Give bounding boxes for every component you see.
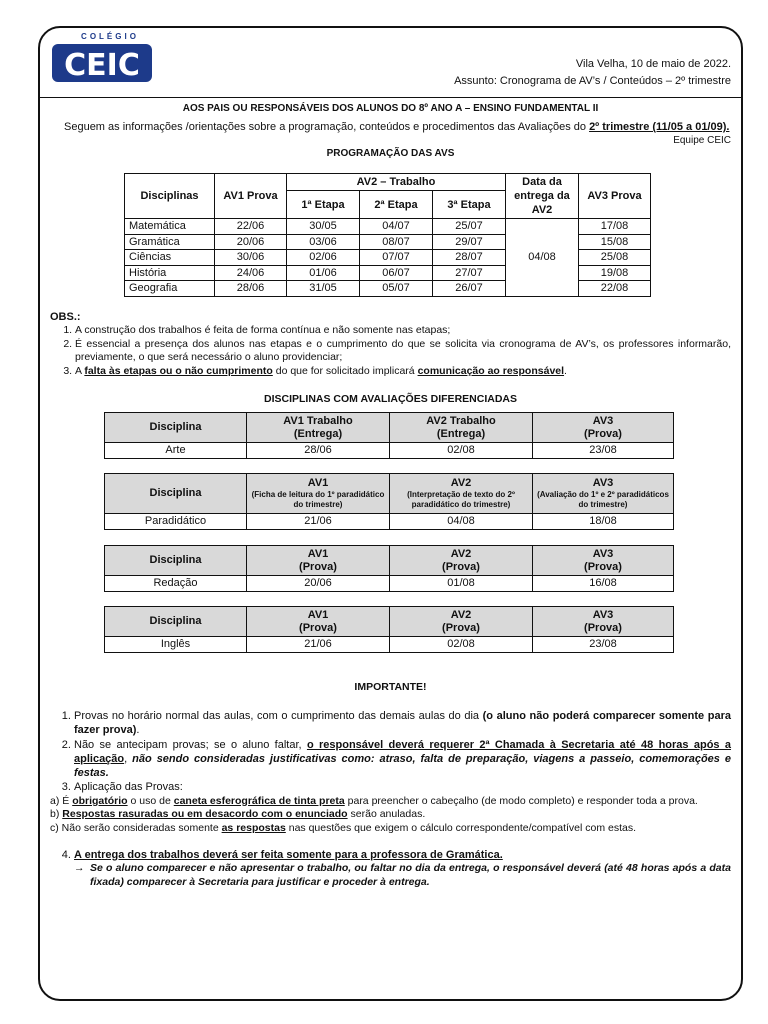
important-text: o uso de [127,794,174,807]
content [40,98,741,889]
th-av2-label: AV2 [450,547,472,560]
cell-etapa2: 06/07 [360,265,433,281]
important-item [74,738,731,781]
signature: Equipe CEIC [673,135,731,147]
th-av3 [533,413,674,443]
important-text-bold: A entrega dos trabalhos deverá ser feita somente para a professora de Gramática. [74,848,503,861]
important-text-bold: Respostas rasuradas ou em desacordo com o enunciado [62,808,348,821]
th-etapa2: 2ª Etapa [360,191,433,219]
cell-av3: 15/08 [579,234,651,250]
th-av3 [533,607,674,637]
arrow-icon: → [74,861,85,874]
cell-entrega-date: 04/08 [506,219,579,297]
th-av2-sub: (Entrega) [436,427,486,440]
th-av3-sub: (Avaliação do 1º e 2º paradidáticos do trimestre) [537,490,669,510]
obs-title: OBS.: [50,310,81,323]
logo-small-text: COLÉGIO [81,32,139,41]
cell-av3: 25/08 [579,250,651,266]
th-av3 [533,474,674,514]
th-av1 [247,474,390,514]
paradidatico-table [104,473,674,530]
important-note-text: Se o aluno comparecer e não apresentar o trabalho, ou faltar no dia da entrega, o responsável deverá (até 48 horas após a data fixada) comparecer à Secretaria para justificar e proceder à entrega. [90,861,731,888]
cell-av2: 01/08 [390,576,533,592]
obs-text-emphasis: comunicação ao responsável [417,365,565,378]
cell-av3: 19/08 [579,265,651,281]
th-etapa3: 3ª Etapa [433,191,506,219]
cell-subject: História [125,265,215,281]
date-line: Vila Velha, 10 de maio de 2022. [575,58,731,70]
important-text-bold: caneta esferográfica de tinta preta [173,794,345,807]
th-av2-label: AV2 [450,608,472,621]
important-text: , [124,752,133,765]
th-av3-sub: (Prova) [584,427,622,440]
cell-subject: Redação [105,576,247,592]
th-disciplina: Disciplina [105,546,247,576]
table-row [105,576,674,592]
cell-etapa2: 07/07 [360,250,433,266]
intro-text [50,120,731,134]
important-item [74,709,731,738]
important-item [74,848,731,890]
cell-av3: 22/08 [579,281,651,297]
th-av2-sub: (Interpretação de texto do 2º paradidático do trimestre) [407,490,515,510]
cell-av3: 23/08 [533,637,674,653]
intro-text-period: 2º trimestre (11/05 a 01/09). [589,121,730,133]
obs-list [75,324,731,379]
school-logo [52,32,152,94]
cell-av3: 18/08 [533,514,674,530]
cell-av1: 30/06 [215,250,287,266]
important-list [50,709,732,889]
table-row [105,514,674,530]
th-av1-sub: (Entrega) [293,427,343,440]
obs-item [75,365,731,379]
th-av3-sub: (Prova) [584,621,622,634]
th-av2-sub: (Prova) [442,621,480,634]
cell-subject: Matemática [125,219,215,235]
important-text-bold: as respostas [221,822,286,834]
cell-etapa3: 29/07 [433,234,506,250]
cell-av2: 02/08 [390,443,533,459]
ceic-logo-mark [52,42,152,84]
th-disciplina: Disciplina [105,607,247,637]
important-note [74,862,731,889]
table-row [125,219,651,235]
subject-line: Assunto: Cronograma de AV’s / Conteúdos – 2º trimestre [454,75,731,87]
th-av3 [533,546,674,576]
th-av1-label: AV1 [307,608,329,621]
th-disciplina: Disciplina [105,474,247,514]
important-text: a) É [50,794,73,807]
cell-etapa3: 26/07 [433,281,506,297]
important-text: Não se antecipam provas; se o aluno faltar, [74,738,307,751]
important-item [50,780,731,835]
document-page [38,26,743,1001]
cell-etapa2: 05/07 [360,281,433,297]
cell-av1: 20/06 [215,234,287,250]
schedule-title: PROGRAMAÇÃO DAS AVS [326,148,455,160]
th-av1 [247,546,390,576]
cell-av3: 16/08 [533,576,674,592]
cell-etapa3: 27/07 [433,265,506,281]
th-av3-label: AV3 [592,608,614,621]
cell-av1: 28/06 [215,281,287,297]
cell-etapa1: 03/06 [287,234,360,250]
th-disciplina: Disciplina [105,413,247,443]
th-disciplinas: Disciplinas [125,174,215,219]
important-sublist [50,795,731,836]
cell-etapa1: 30/05 [287,219,360,235]
th-av2 [390,607,533,637]
cell-av1: 22/06 [215,219,287,235]
cell-av1: 21/06 [247,514,390,530]
cell-subject: Gramática [125,234,215,250]
th-av2: AV2 – Trabalho [287,174,506,191]
th-av3-label: AV3 [592,477,614,490]
cell-av1: 24/06 [215,265,287,281]
important-text-bold: (o aluno não poderá comparecer somente para fazer prova) [74,709,731,737]
important-text: serão anuladas. [347,808,426,821]
header-info [454,56,731,90]
cell-av3: 17/08 [579,219,651,235]
cell-av2: 04/08 [390,514,533,530]
important-text-italic: não sendo consideradas justificativas como: atraso, falta de preparação, viagens a passeio, comemorações e festas. [74,752,731,780]
important-text: . [136,724,140,737]
important-subitem [50,822,731,836]
th-av2 [390,413,533,443]
obs-text: do que for solicitado implicará [272,365,418,378]
obs-text: . [564,365,567,378]
th-av2 [390,546,533,576]
intro-title: AOS PAIS OU RESPONSÁVEIS DOS ALUNOS DO 8º ANO A – ENSINO FUNDAMENTAL II [182,103,599,114]
redacao-table [104,545,674,592]
important-text: c) Não serão consideradas somente [50,822,222,834]
important-text: Provas no horário normal das aulas, com o cumprimento das demais aulas do dia [74,709,483,722]
cell-etapa1: 02/06 [287,250,360,266]
obs-item: 1. A construção dos trabalhos é feita de forma contínua e não somente nas etapas; [75,324,731,338]
important-text: b) [50,808,63,821]
schedule-table [124,173,651,297]
obs-item: 2. É essencial a presença dos alunos nas etapas e o cumprimento do que se solicita via cronograma de AV’s, os professores informarão, previamente, o que será necessário o aluno providenciar; [75,338,731,365]
important-subitem [50,808,731,822]
obs-text: A [75,365,85,378]
diff-title: DISCIPLINAS COM AVALIAÇÕES DIFERENCIADAS [264,392,517,405]
th-av2 [390,474,533,514]
th-av1 [247,607,390,637]
cell-av2: 02/08 [390,637,533,653]
cell-av1: 21/06 [247,637,390,653]
th-av2-label: AV2 [450,477,472,490]
th-av3-label: AV3 [592,414,614,427]
arte-table [104,412,674,459]
cell-etapa2: 04/07 [360,219,433,235]
important-text: Aplicação das Provas: [74,781,183,794]
important-text: nas questões que exigem o cálculo correspondente/compatível com estas. [285,822,637,834]
important-text-bold: o responsável deverá requerer 2ª Chamada à Secretaria até 48 horas após a aplicação [74,738,732,765]
cell-av3: 23/08 [533,443,674,459]
th-av3-label: AV3 [592,547,614,560]
intro-text-main: Seguem as informações /orientações sobre a programação, conteúdos e procedimentos das Avaliações do [64,121,590,133]
cell-etapa1: 31/05 [287,281,360,297]
cell-subject: Paradidático [105,514,247,530]
logo-main-text: CEIC [64,48,140,83]
ingles-table [104,606,674,653]
th-entrega: Data da entrega da AV2 [506,174,579,219]
cell-etapa1: 01/06 [287,265,360,281]
th-av2-sub: (Prova) [442,560,480,573]
th-av1: AV1 Prova [215,174,287,219]
th-av1 [247,413,390,443]
cell-subject: Geografia [125,281,215,297]
header [40,28,741,98]
th-av1-label: AV1 Trabalho [283,414,353,427]
th-av1-sub: (Ficha de leitura do 1º paradidático do trimestre) [251,490,385,510]
cell-av1: 28/06 [247,443,390,459]
cell-etapa2: 08/07 [360,234,433,250]
th-av1-sub: (Prova) [299,621,337,634]
th-av1-label: AV1 [307,477,329,490]
cell-av1: 20/06 [247,576,390,592]
table-row [105,443,674,459]
important-subitem [50,795,731,809]
cell-etapa3: 28/07 [433,250,506,266]
th-av1-sub: (Prova) [299,560,337,573]
th-av2-label: AV2 Trabalho [426,414,496,427]
th-av1-label: AV1 [307,547,329,560]
cell-etapa3: 25/07 [433,219,506,235]
th-etapa1: 1ª Etapa [287,191,360,219]
th-av3-sub: (Prova) [584,560,622,573]
important-text: para preencher o cabeçalho (de modo completo) e responder toda a prova. [344,794,698,807]
cell-subject: Ciências [125,250,215,266]
important-title: IMPORTANTE! [354,681,427,694]
cell-subject: Arte [105,443,247,459]
important-text-bold: obrigatório [72,794,128,807]
obs-text-emphasis: falta às etapas ou o não cumprimento [84,365,273,378]
th-av3: AV3 Prova [579,174,651,219]
table-row [105,637,674,653]
cell-subject: Inglês [105,637,247,653]
